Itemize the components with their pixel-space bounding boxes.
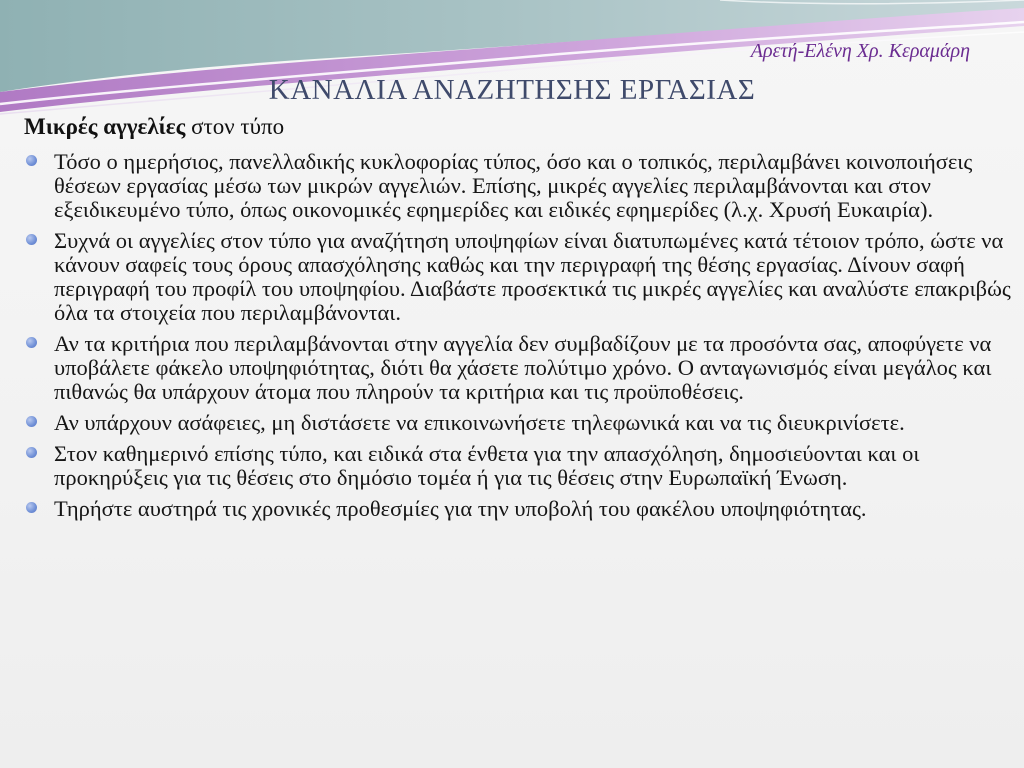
bullet-item	[22, 150, 1012, 222]
bullet-dot-icon	[26, 234, 37, 245]
bullet-dot-icon	[26, 502, 37, 513]
bullet-text: Αν τα κριτήρια που περιλαμβάνονται στην αγγελία δεν συμβαδίζουν με τα προσόντα σας, αποφύγετε να υποβάλετε φάκελο υποψηφιότητας, διότι θα χάσετε πολύτιμο χρόνο. Ο ανταγωνισμός είναι μεγάλος και πιθανώς θα υπάρχουν άτομα που πληρούν τα κριτήρια και τις προϋποθέσεις.	[54, 331, 992, 404]
bullet-dot-icon	[26, 155, 37, 166]
bullet-dot-icon	[26, 416, 37, 427]
subtitle-bold: Μικρές αγγελίες	[24, 114, 186, 139]
bullet-text: Συχνά οι αγγελίες στον τύπο για αναζήτηση υποψηφίων είναι διατυπωμένες κατά τέτοιον τρόπο, ώστε να κάνουν σαφείς τους όρους απασχόλησης καθώς και την περιγραφή της θέσης εργασίας. Δίνουν σαφή περιγραφή του προφίλ του υποψηφίου. Διαβάστε προσεκτικά τις μικρές αγγελίες και αναλύστε επακριβώς όλα τα στοιχεία που περιλαμβάνονται.	[54, 228, 1011, 325]
bullet-item	[22, 497, 1012, 521]
bullet-text: Στον καθημερινό επίσης τύπο, και ειδικά στα ένθετα για την απασχόληση, δημοσιεύονται και οι προκηρύξεις για τις θέσεις στο δημόσιο τομέα ή για τις θέσεις στην Ευρωπαϊκή Ένωση.	[54, 441, 920, 490]
bullet-text: Τόσο ο ημερήσιος, πανελλαδικής κυκλοφορίας τύπος, όσο και ο τοπικός, περιλαμβάνει κοινοποιήσεις θέσεων εργασίας μέσω των μικρών αγγελιών. Επίσης, μικρές αγγελίες περιλαμβάνονται και στον εξειδικευμένο τύπο, όπως οικονομικές εφημερίδες και ειδικές εφημερίδες (λ.χ. Χρυσή Ευκαιρία).	[54, 149, 973, 222]
bullet-dot-icon	[26, 337, 37, 348]
bullet-item	[22, 411, 1012, 435]
slide-title: ΚΑΝΑΛΙΑ ΑΝΑΖΗΤΗΣΗΣ ΕΡΓΑΣΙΑΣ	[268, 74, 756, 106]
bullet-text: Αν υπάρχουν ασάφειες, μη διστάσετε να επικοινωνήσετε τηλεφωνικά και να τις διευκρινίσετε.	[54, 410, 905, 435]
bullet-text: Τηρήστε αυστηρά τις χρονικές προθεσμίες για την υποβολή του φακέλου υποψηφιότητας.	[54, 496, 867, 521]
bullet-dot-icon	[26, 447, 37, 458]
bullet-item	[22, 442, 1012, 490]
bullet-item	[22, 332, 1012, 404]
bullet-list	[22, 150, 1012, 528]
subtitle-rest: στον τύπο	[185, 114, 285, 139]
bullet-item	[22, 229, 1012, 325]
slide-subtitle	[24, 114, 284, 140]
author-name: Αρετή-Ελένη Χρ. Κεραμάρη	[750, 40, 970, 62]
